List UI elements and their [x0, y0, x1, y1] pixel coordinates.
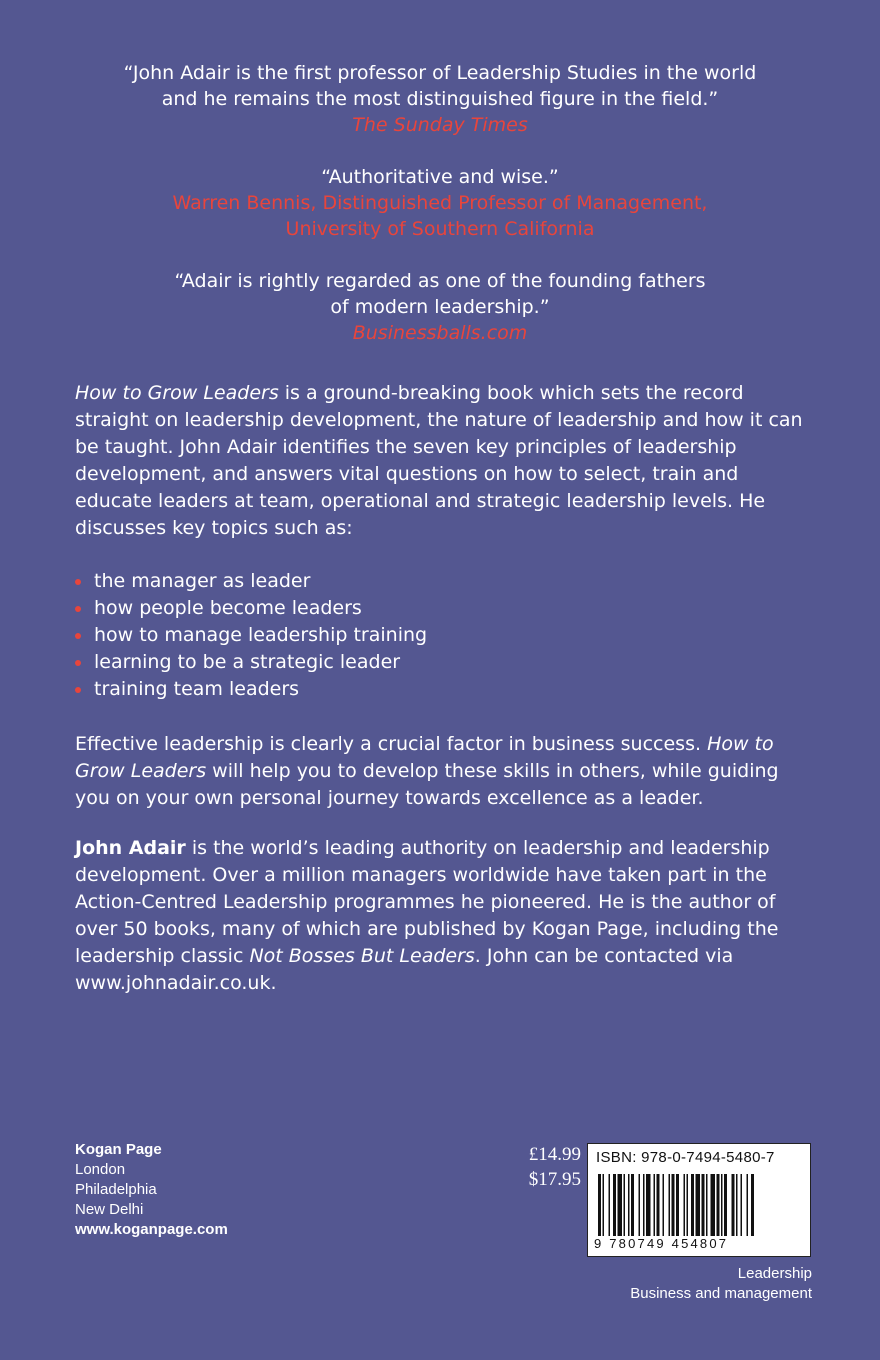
endorsements — [0, 60, 880, 372]
bio-text: . John can be contacted via www.johnadair.co.uk. — [75, 945, 734, 994]
barcode-bar — [657, 1174, 660, 1236]
barcode-bar — [702, 1174, 705, 1236]
quote-line: “Authoritative and wise.” — [321, 166, 559, 188]
barcode-bar — [618, 1174, 623, 1236]
list-item-text: how people become leaders — [94, 597, 362, 619]
list-item-text: learning to be a strategic leader — [94, 651, 401, 673]
barcode-bar — [603, 1174, 605, 1236]
barcode-bar — [654, 1174, 656, 1236]
barcode-bar — [624, 1174, 626, 1236]
endorsement-businessballs — [0, 268, 880, 346]
quote-line: “John Adair is the first professor of Leadership Studies in the world — [123, 62, 757, 84]
publisher-name: Kogan Page — [75, 1141, 162, 1158]
price-usd: $17.95 — [528, 1169, 581, 1190]
author-name: John Adair — [75, 837, 186, 859]
bullet-icon — [75, 606, 81, 612]
list-item — [75, 595, 815, 622]
barcode-bar — [676, 1174, 679, 1236]
list-item — [75, 622, 815, 649]
bullet-icon — [75, 687, 81, 693]
quote-line: “Adair is rightly regarded as one of the founding fathers — [174, 270, 706, 292]
barcode-bar — [663, 1174, 665, 1236]
publisher-website: www.koganpage.com — [75, 1221, 228, 1238]
isbn-barcode — [587, 1143, 811, 1257]
list-item-text: training team leaders — [94, 678, 300, 700]
barcode-digits: 9 780749 454807 — [594, 1236, 729, 1251]
barcode-bar — [724, 1174, 727, 1236]
barcode-bar — [706, 1174, 708, 1236]
barcode-bar — [687, 1174, 689, 1236]
subject-category: Business and management — [630, 1285, 812, 1302]
list-item-text: how to manage leadership training — [94, 624, 428, 646]
barcode-bar — [696, 1174, 701, 1236]
barcode-bar — [732, 1174, 735, 1236]
book-title: How to Grow Leaders — [75, 382, 279, 404]
quote-source: Warren Bennis, Distinguished Professor of Management, — [172, 192, 708, 214]
barcode-bar — [631, 1174, 634, 1236]
paragraph-text: will help you to develop these skills in others, while guiding you on your own personal journey towards excellence as a leader. — [75, 760, 779, 809]
barcode-bar — [598, 1174, 601, 1236]
publisher-city: Philadelphia — [75, 1181, 157, 1198]
quote-source: Businessballs.com — [352, 322, 528, 344]
description-text: is a ground-breaking book which sets the record straight on leadership development, the nature of leadership and how it can be taught. John Adair identifies the seven key principles of leadership development, and answers vital questions on how to select, train and educate leaders at team, operational and strategic leadership levels. He discusses key topics such as: — [75, 382, 803, 539]
book-title: How to Grow Leaders — [75, 733, 774, 782]
list-item — [75, 676, 815, 703]
publisher-city: London — [75, 1161, 126, 1178]
barcode-bar — [639, 1174, 641, 1236]
isbn-label: ISBN: 978-0-7494-5480-7 — [596, 1149, 775, 1166]
barcode-bar — [628, 1174, 630, 1236]
barcode-bar — [717, 1174, 720, 1236]
barcode-bar — [736, 1174, 738, 1236]
barcode-bar — [711, 1174, 716, 1236]
barcode-bar — [646, 1174, 651, 1236]
list-item — [75, 649, 815, 676]
subject-categories — [630, 1264, 812, 1304]
book-title: Not Bosses But Leaders — [249, 945, 475, 967]
subject-category: Leadership — [737, 1265, 812, 1282]
author-bio — [75, 835, 815, 997]
topic-list — [75, 568, 815, 703]
publisher-city: New Delhi — [75, 1201, 144, 1218]
bullet-icon — [75, 579, 81, 585]
quote-source: University of Southern California — [285, 218, 595, 240]
barcode-bar — [721, 1174, 723, 1236]
barcode-bar — [669, 1174, 671, 1236]
bio-text: is the world’s leading authority on leadership and leadership development. Over a million managers worldwide have taken part in the Action-Centred Leadership programmes he pioneered. He is the author of over 50 books, many of which are published by Kogan Page, including the leadership classic — [75, 837, 779, 967]
list-item-text: the manager as leader — [94, 570, 311, 592]
barcode-bar — [613, 1174, 616, 1236]
bullet-icon — [75, 633, 81, 639]
barcode-bar — [609, 1174, 611, 1236]
effective-leadership-paragraph — [75, 731, 815, 812]
barcode-bars — [598, 1174, 802, 1236]
endorsement-warren-bennis — [0, 164, 880, 242]
prices — [485, 1142, 581, 1192]
barcode-bar — [684, 1174, 686, 1236]
barcode-bar — [691, 1174, 694, 1236]
barcode-bar — [672, 1174, 675, 1236]
book-description — [75, 380, 815, 542]
endorsement-sunday-times — [0, 60, 880, 138]
list-item — [75, 568, 815, 595]
quote-source: The Sunday Times — [352, 114, 528, 136]
price-gbp: £14.99 — [528, 1144, 581, 1165]
quote-line: and he remains the most distinguished figure in the field.” — [161, 88, 719, 110]
bullet-icon — [75, 660, 81, 666]
barcode-bar — [751, 1174, 754, 1236]
barcode-bar — [747, 1174, 749, 1236]
paragraph-text: Effective leadership is clearly a crucial factor in business success. — [75, 733, 708, 755]
quote-line: of modern leadership.” — [330, 296, 550, 318]
barcode-bar — [643, 1174, 645, 1236]
barcode-bar — [741, 1174, 743, 1236]
publisher-block — [75, 1140, 228, 1240]
